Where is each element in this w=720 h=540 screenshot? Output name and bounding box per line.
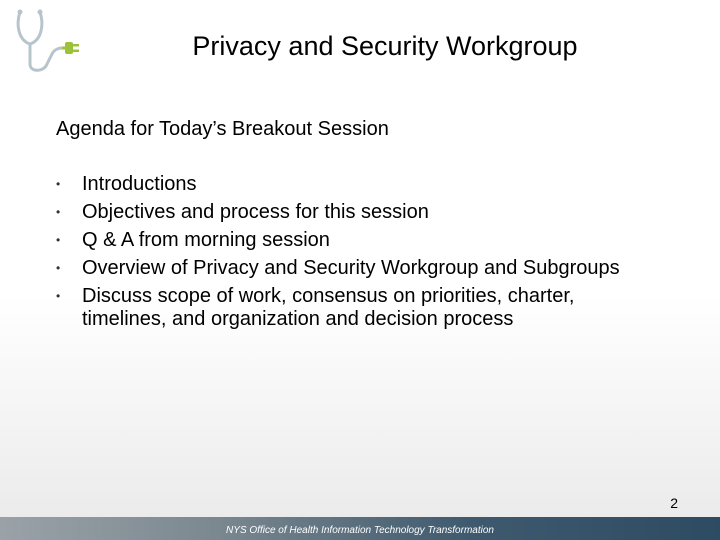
agenda-item-text: Q & A from morning session bbox=[82, 229, 330, 251]
agenda-item bbox=[56, 257, 646, 280]
page-number: 2 bbox=[670, 495, 678, 511]
bullet-icon: • bbox=[56, 261, 61, 275]
bullet-icon: • bbox=[56, 289, 61, 303]
agenda-item-text: Overview of Privacy and Security Workgroup and Subgroups bbox=[82, 257, 620, 279]
slide-title: Privacy and Security Workgroup bbox=[192, 31, 578, 61]
agenda-item bbox=[56, 201, 646, 224]
agenda-item bbox=[56, 285, 646, 331]
agenda-list bbox=[56, 173, 646, 336]
bullet-icon: • bbox=[56, 205, 61, 219]
bullet-icon: • bbox=[56, 233, 61, 247]
agenda-item bbox=[56, 173, 646, 196]
bullet-icon: • bbox=[56, 177, 61, 191]
agenda-heading: Agenda for Today’s Breakout Session bbox=[56, 118, 389, 140]
footer-text: NYS Office of Health Information Technology Transformation bbox=[226, 525, 494, 536]
agenda-item-text: Discuss scope of work, consensus on priorities, charter, timelines, and organization and decision process bbox=[82, 285, 575, 330]
agenda-item bbox=[56, 229, 646, 252]
agenda-item-text: Objectives and process for this session bbox=[82, 201, 429, 223]
stethoscope-plug-icon bbox=[6, 6, 86, 76]
agenda-item-text: Introductions bbox=[82, 173, 197, 195]
